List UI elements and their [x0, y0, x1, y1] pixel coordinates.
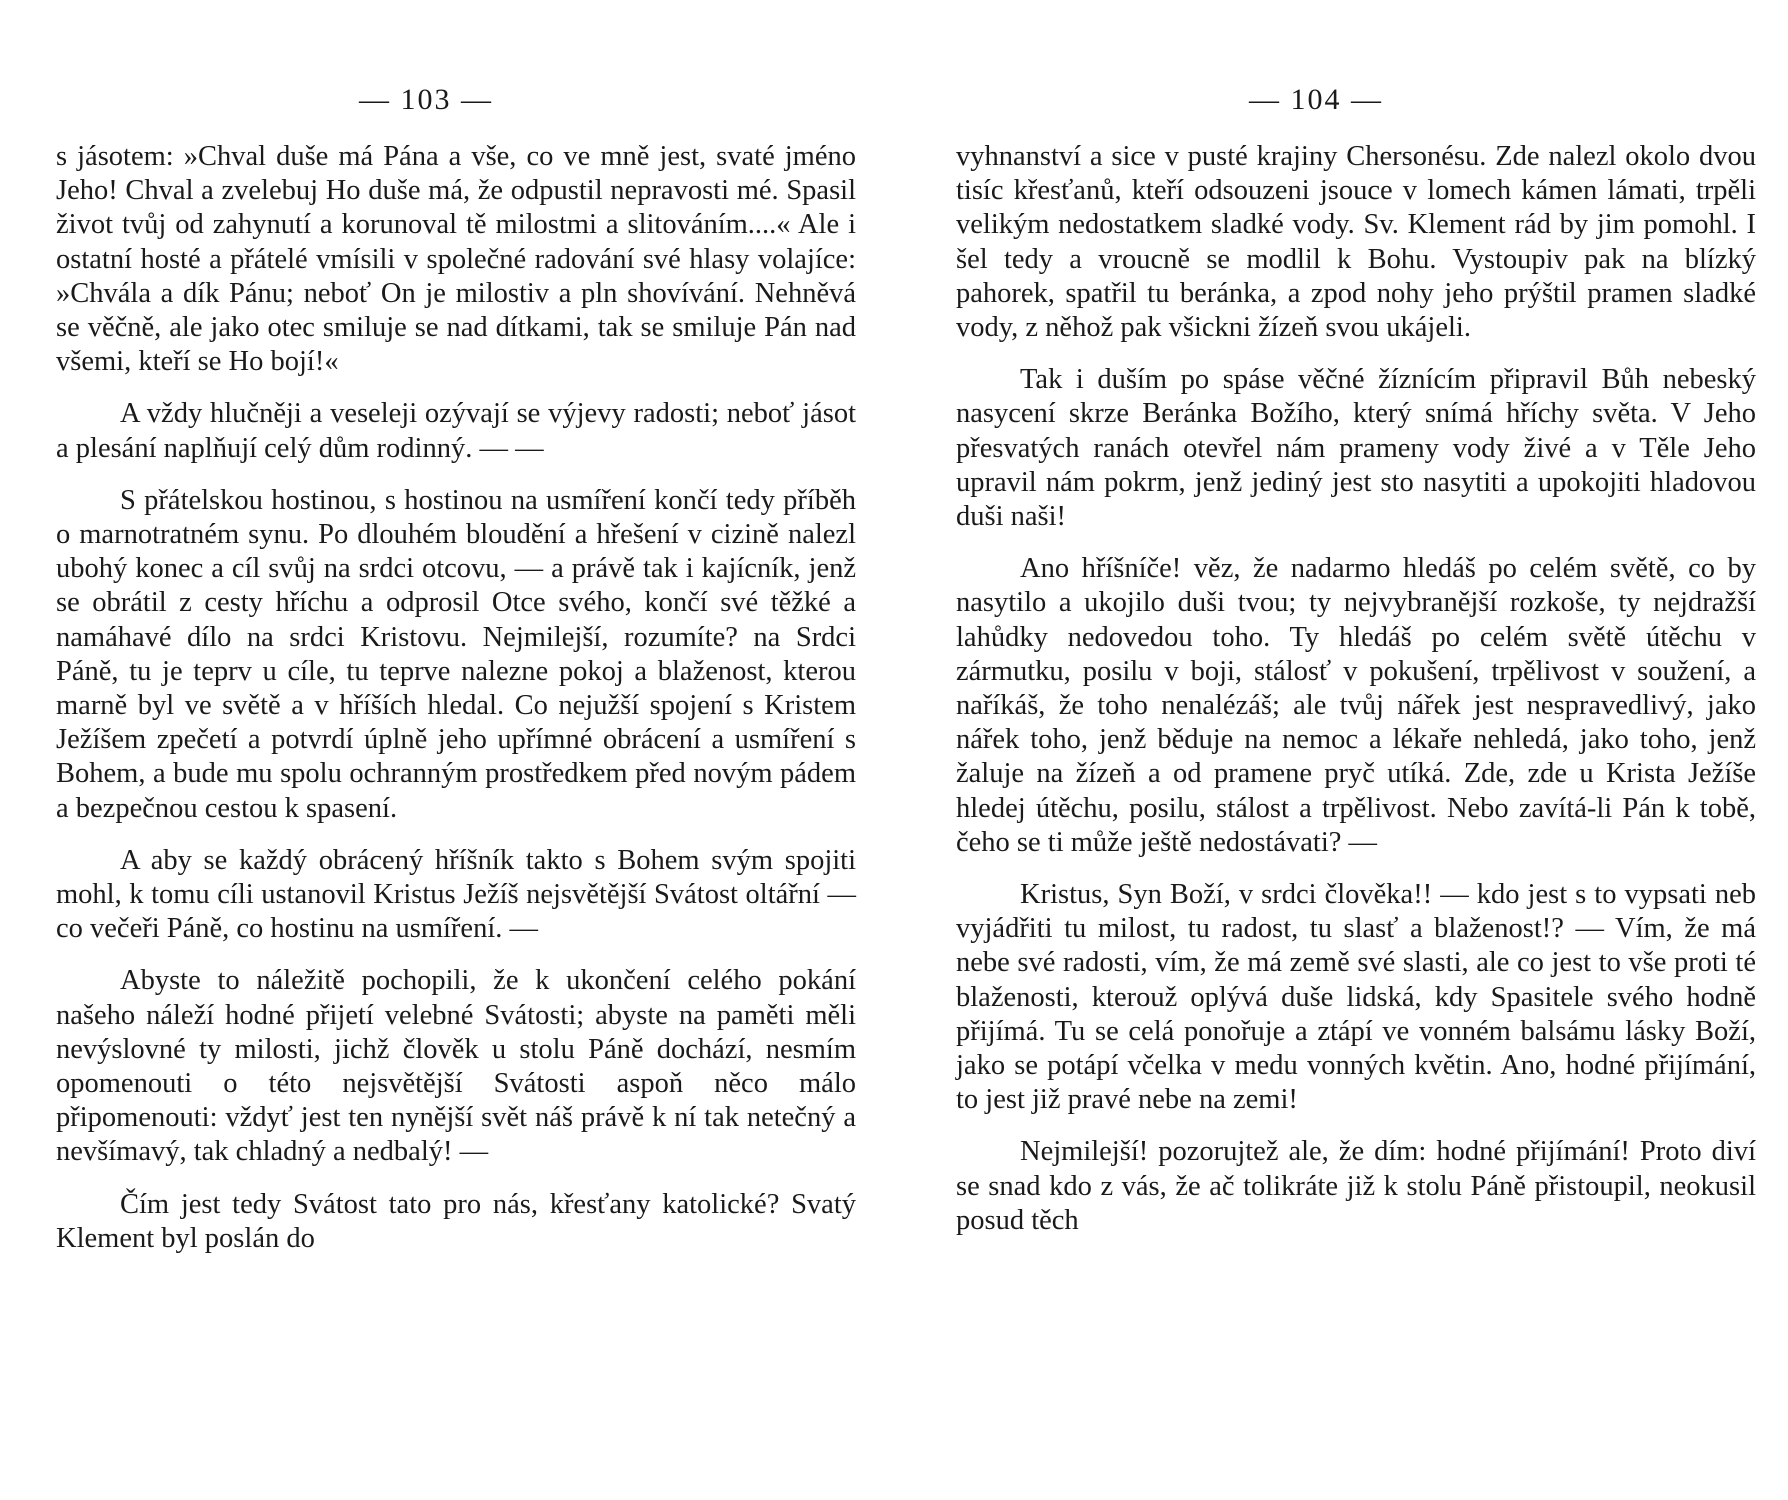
paragraph: vyhnanství a sice v pusté krajiny Chersonésu. Zde nalezl okolo dvou tisíc křesťanů, kteří odsouzeni jsouce v lomech kámen lámati, trpěli velikým nedostatkem sladké vody. Sv. Klement rád by jim pomohl. I šel tedy a vroucně se modlil k Bohu. Vystoupiv pak na blízký pahorek, spatřil tu beránka, a zpod nohy jeho prýštil pramen sladké vody, z něhož pak všickni žízeň svou ukájeli.: [956, 141, 1756, 344]
right-page: [956, 0, 1756, 1256]
paragraph: Kristus, Syn Boží, v srdci člověka!! — kdo jest s to vypsati neb vyjádřiti tu milost, tu radost, tu slasť a blaženost!? — Vím, že má nebe své radosti, vím, že má země své slasti, ale co jest to vše proti té blaženosti, kterouž oplývá duše lidská, kdy Spasitele svého hodně přijímá. Tu se celá ponořuje a ztápí ve vonném balsámu lásky Boží, jako se potápí včelka v medu vonných květin. Ano, hodné přijímání, to jest již pravé nebe na zemi!: [956, 879, 1756, 1116]
paragraph: Nejmilejší! pozorujtež ale, že dím: hodné přijímání! Proto diví se snad kdo z vás, že ač tolikráte již k stolu Páně přistoupil, neokusil posud těch: [956, 1136, 1756, 1236]
paragraph: Ano hříšníče! věz, že nadarmo hledáš po celém světě, co by nasytilo a ukojilo duši tvou; ty nejvybranější rozkoše, ty nejdražší lahůdky nedovedou toho. Ty hledáš po celém světě útěchu v zármutku, posilu v boji, stálosť v pokušení, trpělivost v soužení, a naříkáš, že toho nenalézáš; ale tvůj nářek jest nespravedlivý, jako nářek toho, jenž běduje na nemoc a lékaře nehledá, jako toho, jenž žaluje na žízeň a od pramene pryč utíká. Zde, zde u Krista Ježíše hledej útěchu, posilu, stálost a trpělivost. Nebo zavítá-li Pán k tobě, čeho se ti může ještě nedostávati? —: [956, 553, 1756, 858]
paragraph: s jásotem: »Chval duše má Pána a vše, co ve mně jest, svaté jméno Jeho! Chval a zvelebuj Ho duše má, že odpustil nepravosti mé. Spasil život tvůj od zahynutí a korunoval tě milostmi a slitováním....« Ale i ostatní hosté a přátelé vmísili v společné radování své hlasy volajíce: »Chvála a dík Pánu; neboť On je milostiv a pln shovívání. Nehněvá se věčně, ale jako otec smiluje se nad dítkami, tak se smiluje Pán nad všemi, kteří se Ho bojí!«: [56, 141, 856, 378]
page-number: — 103 —: [359, 83, 493, 116]
paragraph: S přátelskou hostinou, s hostinou na usmíření končí tedy příběh o marnotratném synu. Po dlouhém bloudění a hřešení v cizině nalezl ubohý konec a cíl svůj na srdci otcovu, — a právě tak i kajícník, jenž se obrátil z cesty hříchu a odprosil Otce svého, končí své těžké a namáhavé dílo na srdci Kristovu. Nejmilejší, rozumíte? na Srdci Páně, tu je teprv u cíle, tu teprve nalezne pokoj a blaženost, kterou marně byl ve světě a v hříších hledal. Co nejužší spojení s Kristem Ježíšem zpečetí a potvrdí úplně jeho upřímné obrácení a usmíření s Bohem, a bude mu spolu ochranným prostředkem před novým pádem a bezpečnou cestou k spasení.: [56, 484, 856, 824]
left-page: [56, 0, 856, 1274]
paragraph: Čím jest tedy Svátost tato pro nás, křesťany katolické? Svatý Klement byl poslán do: [56, 1188, 856, 1254]
page-number: — 104 —: [1249, 83, 1383, 116]
paragraph: A aby se každý obrácený hříšník takto s Bohem svým spojiti mohl, k tomu cíli ustanovil Kristus Ježíš nejsvětější Svátost oltářní — co večeři Páně, co hostinu na usmíření. —: [56, 844, 856, 945]
paragraph: Abyste to náležitě pochopili, že k ukončení celého pokání našeho náleží hodné přijetí velebné Svátosti; abyste na paměti měli nevýslovné ty milosti, jichž člověk u stolu Páně dochází, nesmím opomenouti o této nejsvětější Svátosti aspoň něco málo připomenouti: vždyť jest ten nynější svět náš právě k ní tak netečný a nevšímavý, tak chladný a nedbalý! —: [56, 965, 856, 1168]
paragraph: A vždy hlučněji a veseleji ozývají se výjevy radosti; neboť jásot a plesání naplňují celý dům rodinný. — —: [56, 398, 856, 464]
paragraph: Tak i duším po spáse věčné žíznícím připravil Bůh nebeský nasycení skrze Beránka Božího, který snímá hříchy světa. V Jeho přesvatých ranách otevřel nám prameny vody živé a v Těle Jeho upravil nám pokrm, jenž jediný jest sto nasytiti a upokojiti hladovou duši naši!: [956, 364, 1756, 533]
